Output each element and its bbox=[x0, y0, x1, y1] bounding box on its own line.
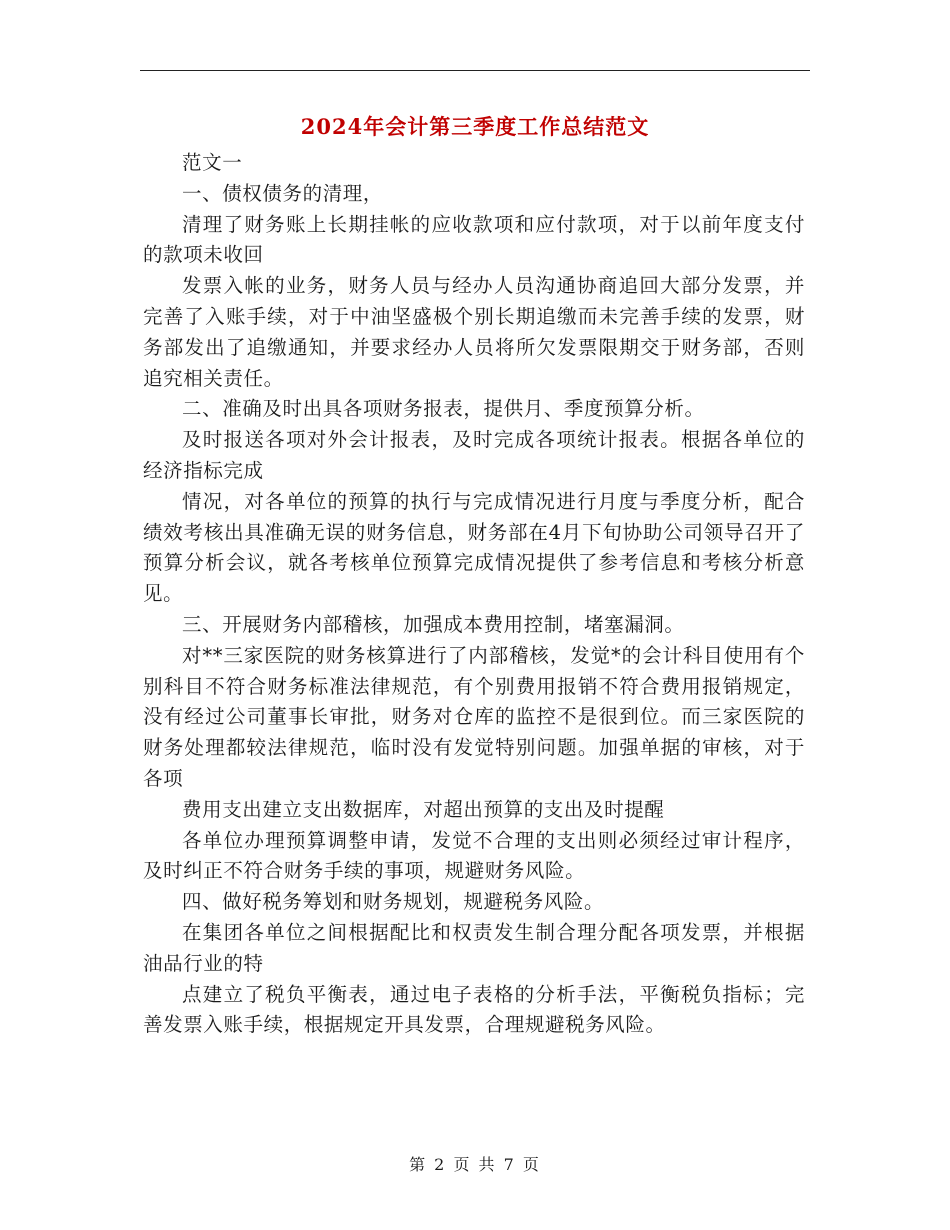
paragraph: 情况，对各单位的预算的执行与完成情况进行月度与季度分析，配合绩效考核出具准确无误的财务信息，财务部在4月下旬协助公司领导召开了预算分析会议，就各考核单位预算完成情况提供了参考信息和考核分析意见。 bbox=[143, 489, 805, 606]
header-rule bbox=[140, 70, 810, 71]
page-number: 第 2 页 共 7 页 bbox=[409, 1155, 541, 1174]
section-heading: 一、债权债务的清理， bbox=[182, 181, 384, 205]
section-heading: 四、做好税务筹划和财务规划，规避税务风险。 bbox=[182, 890, 605, 914]
paragraph: 清理了财务账上长期挂帐的应收款项和应付款项，对于以前年度支付的款项未收回 bbox=[143, 212, 805, 267]
paragraph: 发票入帐的业务，财务人员与经办人员沟通协商追回大部分发票，并完善了入账手续，对于中油坚盛极个别长期追缴而未完善手续的发票，财务部发出了追缴通知，并要求经办人员将所欠发票限期交于财务部，否则追究相关责任。 bbox=[143, 274, 805, 390]
paragraph: 点建立了税负平衡表，通过电子表格的分析手法，平衡税负指标；完善发票入账手续，根据规定开具发票，合理规避税务风险。 bbox=[143, 982, 805, 1037]
document-title: 2024年会计第三季度工作总结范文 bbox=[300, 114, 650, 139]
paragraph: 在集团各单位之间根据配比和权责发生制合理分配各项发票，并根据油品行业的特 bbox=[143, 920, 805, 975]
document-body bbox=[143, 148, 805, 1041]
section-heading: 三、开展财务内部稽核，加强成本费用控制，堵塞漏洞。 bbox=[182, 612, 685, 636]
paragraph: 范文一 bbox=[182, 151, 243, 174]
paragraph: 及时报送各项对外会计报表，及时完成各项统计报表。根据各单位的经济指标完成 bbox=[143, 428, 805, 482]
section-heading: 二、准确及时出具各项财务报表，提供月、季度预算分析。 bbox=[182, 397, 705, 421]
paragraph: 对**三家医院的财务核算进行了内部稽核，发觉*的会计科目使用有个别科目不符合财务标准法律规范，有个别费用报销不符合费用报销规定，没有经过公司董事长审批，财务对仓库的监控不是很到位。而三家医院的财务处理都较法律规范，临时没有发觉特别问题。加强单据的审核，对于各项 bbox=[143, 643, 805, 790]
paragraph: 费用支出建立支出数据库，对超出预算的支出及时提醒 bbox=[182, 797, 665, 821]
paragraph: 各单位办理预算调整申请，发觉不合理的支出则必须经过审计程序，及时纠正不符合财务手续的事项，规避财务风险。 bbox=[143, 828, 805, 883]
